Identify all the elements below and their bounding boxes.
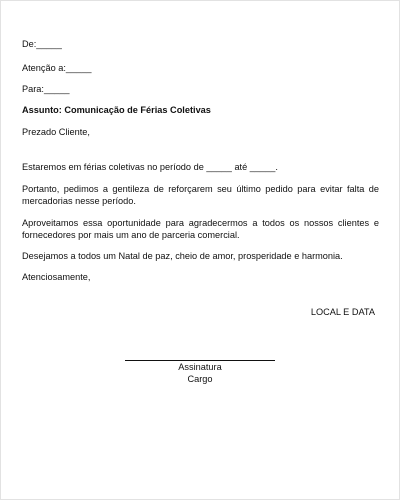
subject-line: Assunto: Comunicação de Férias Coletivas <box>22 105 211 115</box>
place-date: LOCAL E DATA <box>310 307 375 317</box>
paragraph-dates: Estaremos em férias coletivas no período de _____ até _____. <box>22 162 278 172</box>
from-line: De:_____ <box>22 39 62 49</box>
paragraph-orders: Portanto, pedimos a gentileza de reforçarem seu último pedido para evitar falta de mercadorias nesse período. <box>22 184 379 206</box>
closing: Atenciosamente, <box>22 272 91 282</box>
greeting: Prezado Cliente, <box>22 127 90 137</box>
attention-line: Atenção a:_____ <box>22 63 92 73</box>
paragraph-thanks: Aproveitamos essa oportunidade para agradecermos a todos os nossos clientes e fornecedores por mais um ano de parceria comercial. <box>22 218 379 240</box>
position-label: Cargo <box>187 374 213 384</box>
paragraph-wishes: Desejamos a todos um Natal de paz, cheio de amor, prosperidade e harmonia. <box>22 251 343 261</box>
signature-label: Assinatura <box>178 362 222 372</box>
to-line: Para:_____ <box>22 84 70 94</box>
